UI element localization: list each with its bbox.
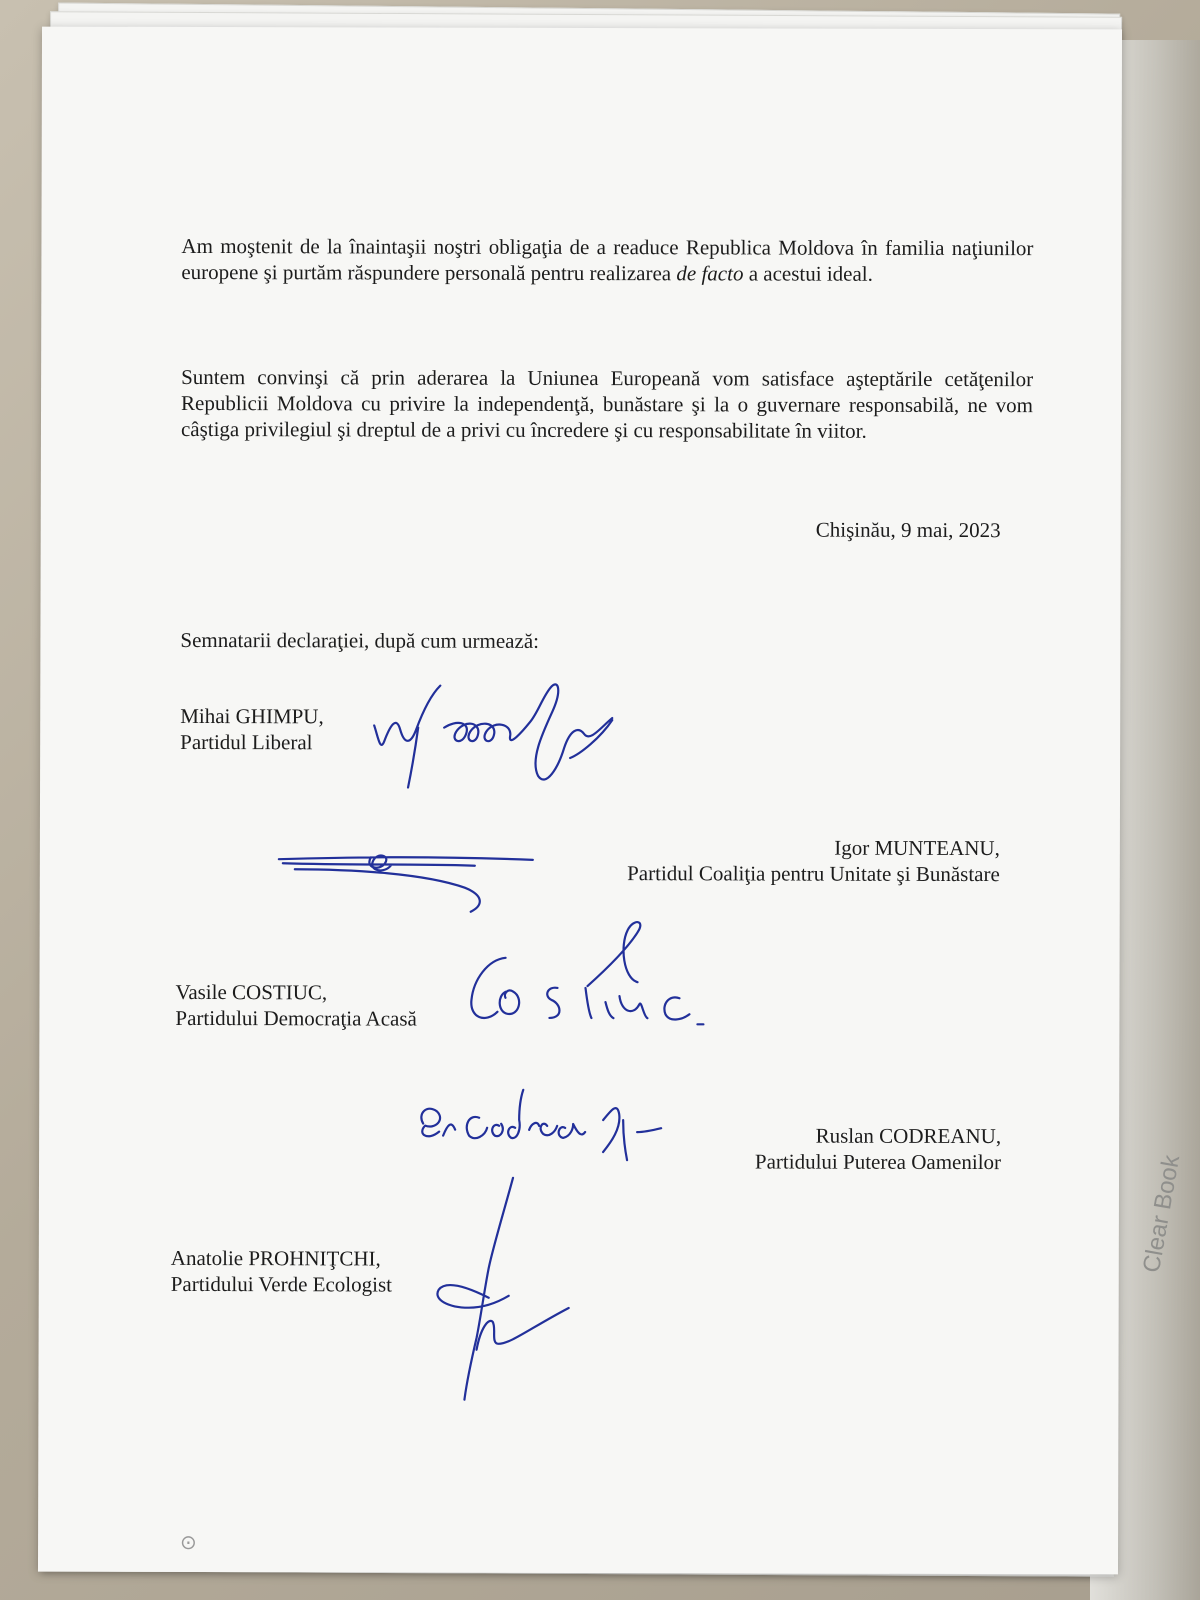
paragraph-1-emphasis: de facto xyxy=(676,261,744,286)
sleeve-label: Clear Book xyxy=(1138,1153,1186,1275)
signatory-codreanu xyxy=(755,1122,1001,1175)
paragraph-1-text-end: a acestui ideal. xyxy=(743,261,873,286)
signatory-party: Partidului Puterea Oamenilor xyxy=(754,1149,1002,1175)
signatory-prohnitchi xyxy=(171,1245,392,1298)
corner-mark: ⊙ xyxy=(180,1532,197,1554)
signatory-party: Partidul Liberal xyxy=(180,729,313,755)
signature-costiuc xyxy=(457,908,717,1039)
signatory-name: Igor MUNTEANU, xyxy=(834,835,1000,861)
signatory-costiuc xyxy=(175,979,417,1032)
signatories-intro: Semnatarii declaraţiei, după cum urmează: xyxy=(180,627,540,653)
signatory-party: Partidului Democraţia Acasă xyxy=(175,1005,417,1031)
signatory-party: Partidul Coaliţia pentru Unitate şi Bunăstare xyxy=(627,861,1000,887)
signatory-name: Vasile COSTIUC, xyxy=(175,979,328,1005)
signature-ghimpu xyxy=(360,667,660,798)
signatory-ghimpu xyxy=(180,703,324,755)
signatory-munteanu xyxy=(627,834,1000,887)
signature-prohnitchi xyxy=(418,1168,599,1408)
signatory-name: Ruslan CODREANU, xyxy=(815,1123,1002,1149)
paragraph-1-text: Am moştenit de la înaintaşii noştri obligaţia de a readuce Republica Moldova în familia naţiunilor europene şi purtăm răspundere personală pentru realizarea xyxy=(181,233,1034,286)
signatory-name: Anatolie PROHNIŢCHI, xyxy=(170,1245,381,1271)
document-page xyxy=(38,27,1122,1575)
paragraph-1 xyxy=(181,233,1033,287)
signatory-party: Partidului Verde Ecologist xyxy=(170,1271,393,1297)
place-date: Chişinău, 9 mai, 2023 xyxy=(815,517,1001,543)
signatory-name: Mihai GHIMPU, xyxy=(180,703,324,729)
paragraph-2: Suntem convinşi că prin aderarea la Uniunea Europeană vom satisface aşteptările cetăţenilor Republicii Moldova cu privire la independenţă, bunăstare şi la o guvernare responsabilă, ne vom câştiga privilegiul şi dreptul de a privi cu încredere şi cu responsabilitate în viitor. xyxy=(180,364,1034,443)
